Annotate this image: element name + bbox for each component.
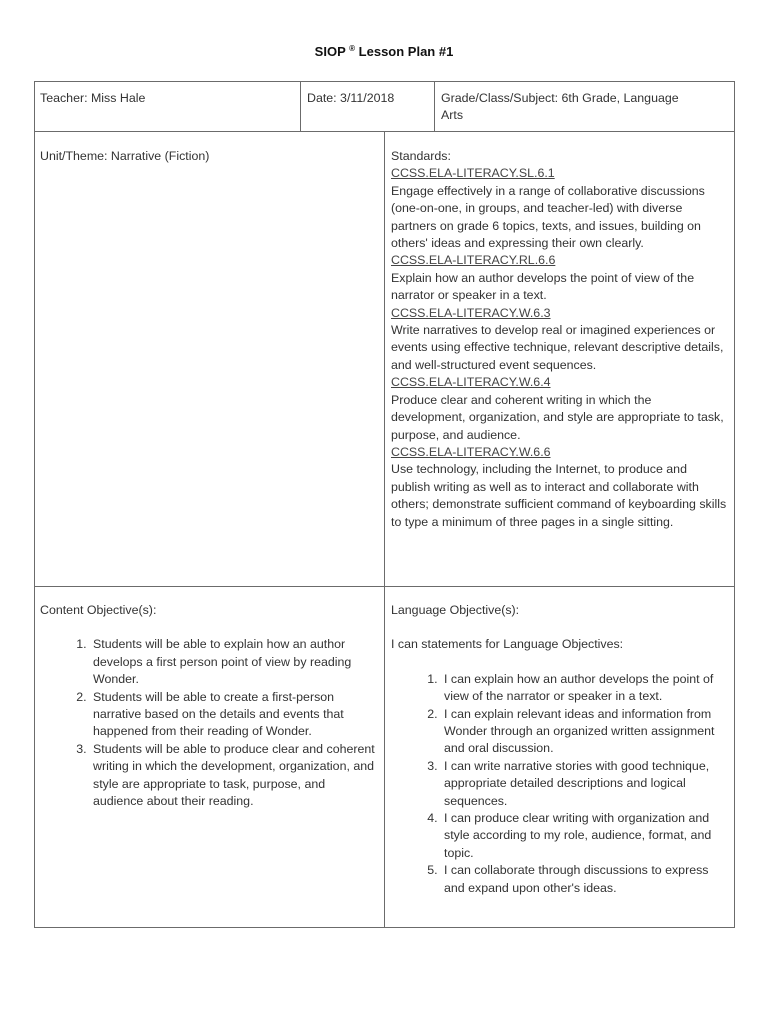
list-item: 3. Students will be able to produce clear and coherent writing in which the development, organization, and style are appropriate to task, purpose, and audience about their reading.: [90, 741, 376, 811]
list-item: 1. Students will be able to explain how an author develops a first person point of view by reading Wonder.: [90, 636, 376, 688]
standard-code-link[interactable]: CCSS.ELA-LITERACY.SL.6.1: [391, 166, 555, 181]
standards-heading: Standards:: [391, 149, 451, 163]
title-prefix: SIOP: [314, 44, 346, 59]
content-objectives-list: [40, 636, 376, 810]
unit-theme: Unit/Theme: Narrative (Fiction): [40, 149, 210, 163]
standard-description: Engage effectively in a range of collaborative discussions (one-on-one, in groups, and teacher-led) with diverse partners on grade 6 topics, texts, and issues, building on others' ideas and expressing their own clearly.: [391, 183, 705, 251]
document-title: [0, 44, 768, 59]
language-objectives-heading: Language Objective(s):: [391, 603, 520, 617]
lesson-plan-table: [34, 81, 735, 928]
standard-item: [391, 165, 729, 252]
header-divider-1: [300, 81, 301, 132]
date-cell: [307, 90, 432, 107]
list-item: 3. I can write narrative stories with good technique, appropriate detailed descriptions and logical sequences.: [441, 758, 727, 810]
teacher-cell: [40, 90, 295, 107]
standard-description: Write narratives to develop real or imagined experiences or events using effective technique, relevant descriptive details, and well-structured event sequences.: [391, 323, 724, 372]
standard-item: [391, 444, 729, 531]
standard-code-link[interactable]: CCSS.ELA-LITERACY.RL.6.6: [391, 253, 556, 268]
standard-code-link[interactable]: CCSS.ELA-LITERACY.W.6.6: [391, 444, 551, 459]
content-objectives-heading: Content Objective(s):: [40, 603, 157, 617]
list-item: 1. I can explain how an author develops the point of view of the narrator or speaker in a text.: [441, 671, 727, 706]
standard-description: Use technology, including the Internet, to produce and publish writing as well as to interact and collaborate with others; demonstrate sufficient command of keyboarding skills to type a minimum of three pages in a single sitting.: [391, 462, 727, 529]
grade-subject-line-2: Arts: [441, 108, 464, 123]
list-item: 5. I can collaborate through discussions to express and expand upon other's ideas.: [441, 862, 727, 897]
standard-code-link[interactable]: CCSS.ELA-LITERACY.W.6.4: [391, 375, 551, 390]
body-column-divider: [384, 131, 385, 928]
standard-item: [391, 305, 729, 375]
table-border-right: [734, 81, 735, 928]
language-objectives-cell: [391, 602, 727, 897]
grade-subject-line-1: Grade/Class/Subject: 6th Grade, Language: [441, 91, 679, 105]
list-item: 2. Students will be able to create a first-person narrative based on the details and events that happened from their reading of Wonder.: [90, 689, 376, 741]
standard-item: [391, 252, 729, 304]
language-objectives-list: [391, 671, 727, 897]
title-suffix: Lesson Plan #1: [358, 44, 454, 59]
standard-item: [391, 374, 729, 444]
standard-code-link[interactable]: CCSS.ELA-LITERACY.W.6.3: [391, 305, 551, 320]
standards-cell: [391, 148, 729, 531]
list-item: 4. I can produce clear writing with organization and style according to my role, audience, format, and topic.: [441, 810, 727, 862]
lesson-date: Date: 3/11/2018: [307, 91, 395, 105]
table-border-left: [34, 81, 35, 928]
header-divider-2: [434, 81, 435, 132]
table-border-top: [34, 81, 735, 82]
unit-theme-cell: [40, 148, 380, 165]
standard-description: Produce clear and coherent writing in which the development, organization, and style are appropriate to task, purpose, and audience.: [391, 392, 724, 442]
language-objectives-intro: I can statements for Language Objectives:: [391, 637, 624, 652]
teacher-name: Teacher: Miss Hale: [40, 91, 146, 105]
grade-cell: [441, 90, 731, 125]
list-item: 2. I can explain relevant ideas and information from Wonder through an organized written assignment and oral discussion.: [441, 706, 727, 758]
standard-description: Explain how an author develops the point of view of the narrator or speaker in a text.: [391, 270, 695, 303]
registered-mark: ®: [349, 44, 356, 53]
content-objectives-cell: [40, 602, 376, 810]
